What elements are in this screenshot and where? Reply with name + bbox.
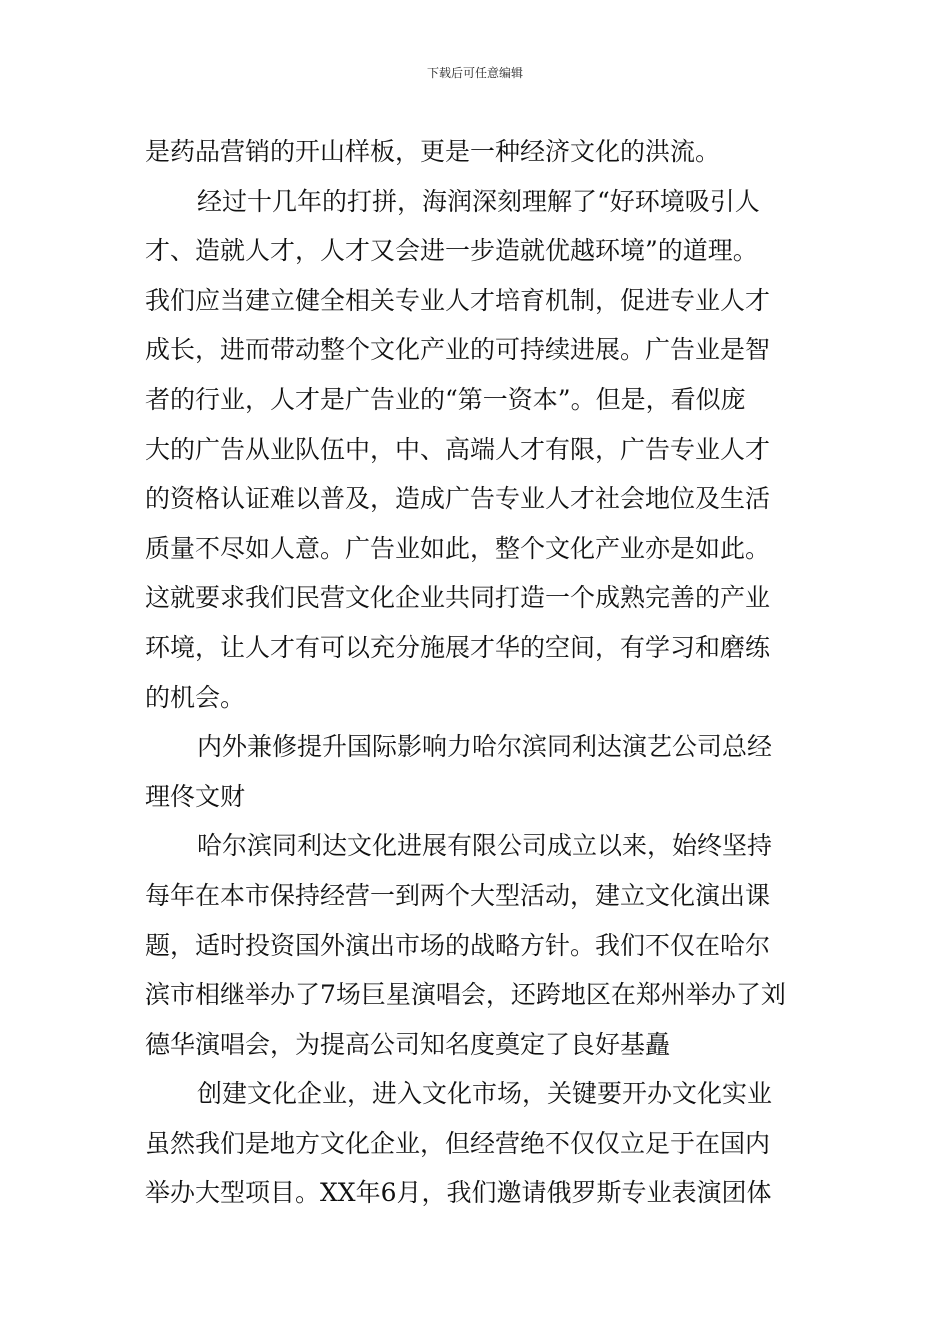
- text-line: 经过十几年的打拼，海润深刻理解了“好环境吸引人: [197, 186, 760, 216]
- text-line: 虽然我们是地方文化企业，但经营绝不仅仅立足于在国内: [145, 1128, 771, 1158]
- text-line: 德华演唱会，为提高公司知名度奠定了良好基矗: [145, 1029, 671, 1059]
- text-line: 举办大型项目。XX年6月，我们邀请俄罗斯专业表演团体: [145, 1178, 772, 1208]
- text-line: 成长，进而带动整个文化产业的可持续进展。广告业是智: [145, 335, 771, 365]
- text-line: 大的广告从业队伍中，中、高端人才有限，广告专业人才: [145, 434, 771, 464]
- text-line: 每年在本市保持经营一到两个大型活动，建立文化演出课: [145, 880, 771, 910]
- text-line: 者的行业，人才是广告业的“第一资本”。但是，看似庞: [145, 384, 746, 414]
- document-body: [145, 127, 813, 1218]
- section-heading-line: 理佟文财: [145, 781, 246, 811]
- page-header: 下载后可任意编辑: [426, 66, 523, 80]
- text-line: 滨市相继举办了7场巨星演唱会，还跨地区在郑州举办了刘: [145, 980, 786, 1010]
- text-line: 哈尔滨同利达文化进展有限公司成立以来，始终坚持: [197, 831, 773, 861]
- section-heading-line: 内外兼修提升国际影响力哈尔滨同利达演艺公司总经: [197, 732, 773, 762]
- text-line: 质量不尽如人意。广告业如此，整个文化产业亦是如此。: [145, 533, 771, 563]
- text-line: 是药品营销的开山样板，更是一种经济文化的洪流。: [145, 137, 721, 166]
- text-line: 的资格认证难以普及，造成广告专业人才社会地位及生活: [145, 484, 771, 514]
- text-line: 环境，让人才有可以充分施展才华的空间，有学习和磨练: [145, 632, 771, 662]
- text-line: 的机会。: [145, 682, 246, 712]
- text-line: 我们应当建立健全相关专业人才培育机制，促进专业人才: [145, 285, 771, 315]
- text-line: 这就要求我们民营文化企业共同打造一个成熟完善的产业: [145, 583, 771, 613]
- text-line: 题，适时投资国外演出市场的战略方针。我们不仅在哈尔: [145, 930, 771, 960]
- text-line: 才、造就人才，人才又会进一步造就优越环境”的道理。: [145, 236, 758, 266]
- text-line: 创建文化企业，进入文化市场，关键要开办文化实业: [197, 1079, 773, 1109]
